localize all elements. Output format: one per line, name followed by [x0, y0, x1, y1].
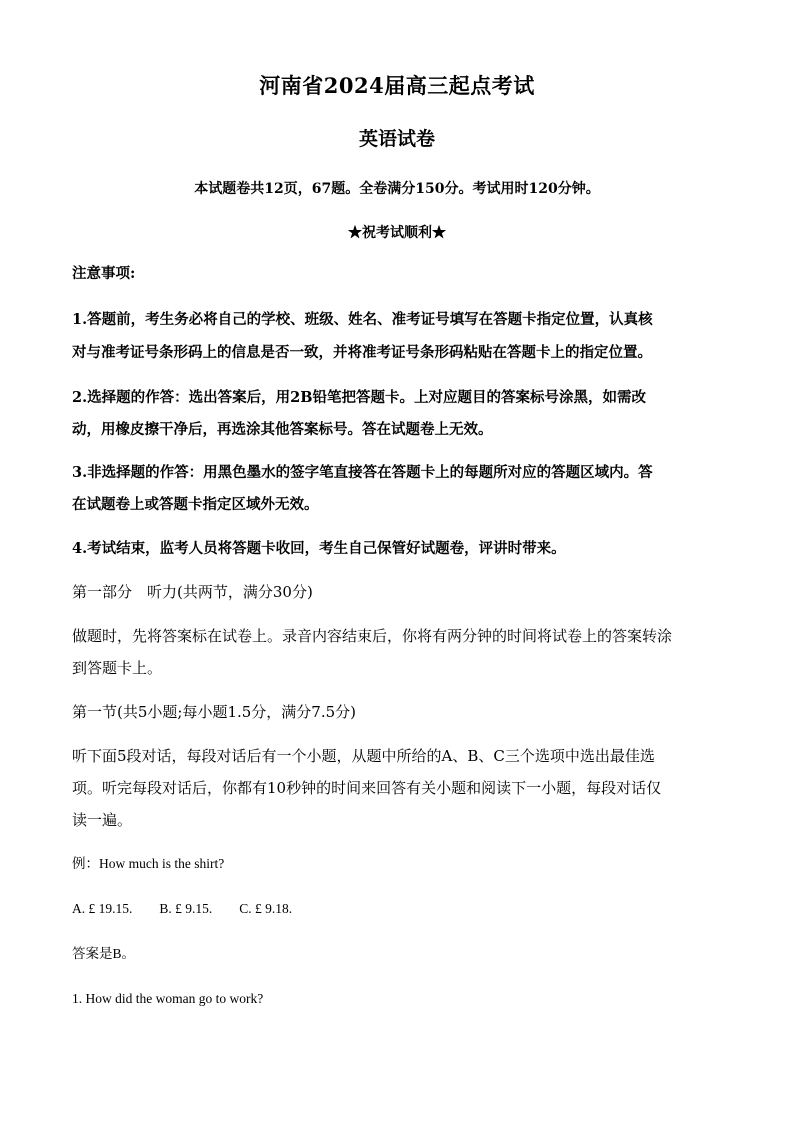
note-4-line-1: 4.考试结束，监考人员将答题卡收回，考生自己保管好试题卷，评讲时带来。 [72, 540, 566, 557]
note-1-line-2: 对与准考证号条形码上的信息是否一致，并将准考证号条形码粘贴在答题卡上的指定位置。 [72, 344, 652, 361]
note-2-line-2: 动，用橡皮擦干净后，再选涂其他答案标号。答在试题卷上无效。 [72, 421, 493, 438]
exam-title: 河南省2024届高三起点考试 [259, 73, 535, 98]
question-1: 1. How did the woman go to work? [72, 991, 264, 1006]
example-answer: 答案是B。 [72, 946, 136, 961]
subject-title: 英语试卷 [358, 128, 435, 150]
section1-heading: 第一节(共5小题;每小题1.5分，满分7.5分) [72, 703, 357, 721]
section1-instruction-line-2: 项。听完每段对话后，你都有10秒钟的时间来回答有关小题和阅读下一小题，每段对话仅 [72, 779, 662, 797]
note-3-line-2: 在试题卷上或答题卡指定区域外无效。 [72, 496, 319, 513]
example-options: A. £ 19.15. B. £ 9.15. C. £ 9.18. [72, 901, 293, 916]
notes-heading: 注意事项: [72, 265, 136, 282]
note-3-line-1: 3.非选择题的作答：用黑色墨水的签字笔直接答在答题卡上的每题所对应的答题区域内。答 [72, 464, 653, 481]
note-1-line-1: 1.答题前，考生务必将自己的学校、班级、姓名、准考证号填写在答题卡指定位置，认真核 [72, 311, 653, 328]
part1-instruction-line-2: 到答题卡上。 [72, 659, 163, 677]
note-2-line-1: 2.选择题的作答：选出答案后，用2B铅笔把答题卡。上对应题目的答案标号涂黑，如需改 [72, 389, 646, 406]
section1-instruction-line-1: 听下面5段对话，每段对话后有一个小题，从题中所给的A、B、C三个选项中选出最佳选 [72, 747, 655, 765]
section1-instruction-line-3: 读一遍。 [72, 811, 133, 829]
part1-heading: 第一部分 听力(共两节，满分30分) [72, 583, 313, 601]
exam-meta: 本试题卷共12页，67题。全卷满分150分。考试用时120分钟。 [194, 181, 600, 197]
part1-instruction-line-1: 做题时，先将答案标在试卷上。录音内容结束后，你将有两分钟的时间将试卷上的答案转涂 [72, 627, 673, 645]
good-luck-line: ★祝考试顺利★ [348, 225, 446, 241]
example-question: 例：How much is the shirt? [72, 856, 225, 871]
